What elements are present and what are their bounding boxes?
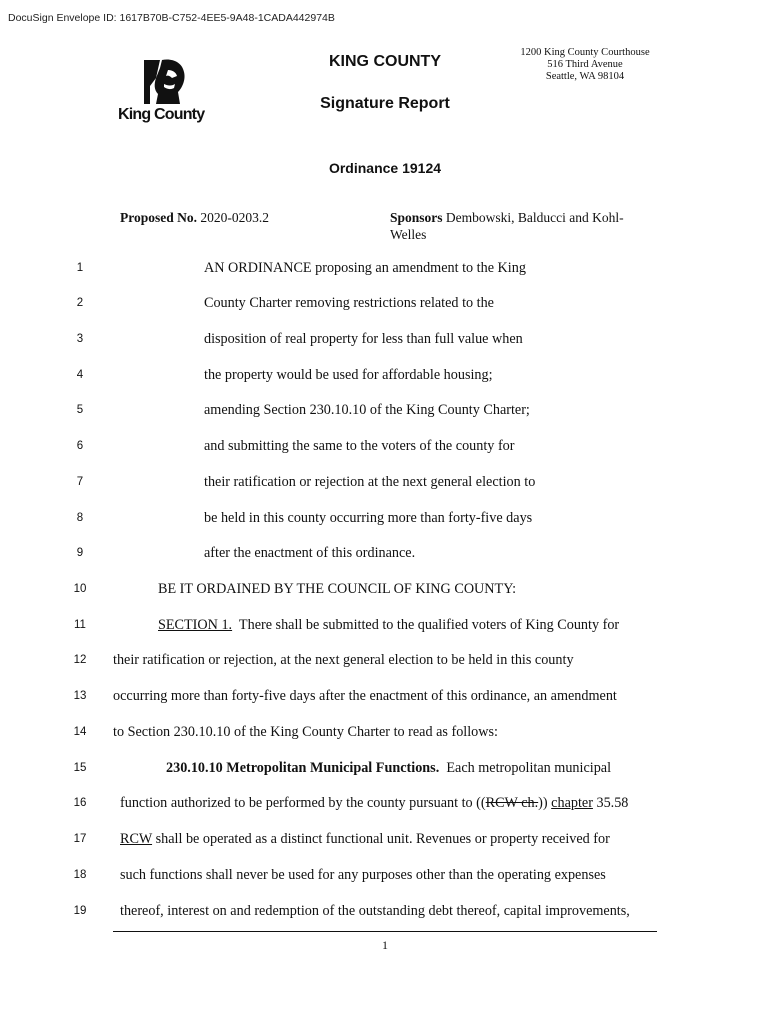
sponsors-label: Sponsors — [390, 210, 443, 225]
line-number: 4 — [76, 369, 84, 381]
document-line — [0, 756, 770, 780]
line-number: 7 — [76, 476, 84, 488]
line-text — [120, 791, 628, 815]
document-line — [0, 827, 770, 851]
line-number: 14 — [73, 726, 87, 738]
line-number: 8 — [76, 512, 84, 524]
mlk-portrait-icon — [142, 58, 186, 104]
line-number: 18 — [73, 869, 87, 881]
line-text: their ratification or rejection at the next general election to — [204, 474, 536, 490]
line-number: 12 — [73, 654, 87, 666]
document-line — [0, 256, 770, 280]
sponsors-line: Welles — [390, 227, 427, 242]
line-number: 10 — [73, 583, 87, 595]
added-text: chapter — [551, 795, 593, 811]
line-text: BE IT ORDAINED BY THE COUNCIL OF KING COUNTY: — [158, 581, 517, 597]
line-text: such functions shall never be used for any purposes other than the operating expenses — [120, 867, 606, 883]
line-text: thereof, interest on and redemption of the outstanding debt thereof, capital improvements, — [120, 903, 630, 919]
envelope-id: DocuSign Envelope ID: 1617B70B-C752-4EE5-9A48-1CADA442974B — [8, 12, 335, 24]
sponsors — [390, 209, 650, 243]
document-line — [0, 434, 770, 458]
proposed-value: 2020-0203.2 — [200, 210, 270, 225]
proposed-label: Proposed No. — [120, 210, 198, 225]
document-line — [0, 291, 770, 315]
line-number: 11 — [74, 619, 86, 631]
line-number: 5 — [76, 404, 84, 416]
page-number: 1 — [382, 938, 388, 952]
document-line — [0, 577, 770, 601]
charter-heading: 230.10.10 Metropolitan Municipal Functions. — [166, 760, 440, 776]
org-name: KING COUNTY — [329, 53, 441, 70]
document-line — [0, 470, 770, 494]
line-number: 1 — [76, 262, 84, 274]
address-line: 1200 King County Courthouse — [520, 47, 650, 58]
line-text: disposition of real property for less than full value when — [204, 331, 523, 347]
address-block — [510, 47, 660, 83]
line-number: 16 — [73, 797, 87, 809]
logo-text: King County — [118, 106, 205, 123]
line-text — [158, 613, 619, 637]
document-line — [0, 648, 770, 672]
document-line — [0, 506, 770, 530]
line-number: 19 — [73, 905, 87, 917]
line-number: 13 — [73, 690, 87, 702]
document-line — [0, 720, 770, 744]
ordinance-title: Ordinance 19124 — [328, 160, 442, 176]
document-line — [0, 899, 770, 923]
document-line — [0, 863, 770, 887]
line-text: AN ORDINANCE proposing an amendment to the King — [204, 260, 526, 276]
line-text: to Section 230.10.10 of the King County Charter to read as follows: — [113, 724, 498, 740]
section-text: There shall be submitted to the qualified voters of King County for — [232, 617, 620, 633]
line-text: the property would be used for affordable housing; — [204, 367, 493, 383]
line-text: County Charter removing restrictions related to the — [204, 295, 494, 311]
line-text-segment: )) — [538, 795, 552, 811]
document-line — [0, 327, 770, 351]
document-line — [0, 791, 770, 815]
document-line — [0, 684, 770, 708]
line-number: 15 — [73, 762, 87, 774]
line-text — [120, 827, 610, 851]
king-county-logo — [118, 58, 214, 128]
line-text: amending Section 230.10.10 of the King County Charter; — [204, 402, 530, 418]
document-line — [0, 541, 770, 565]
struck-text: RCW ch. — [485, 795, 539, 811]
document-line — [0, 398, 770, 422]
proposed-number — [120, 209, 269, 226]
added-text: RCW — [120, 831, 153, 847]
line-text: occurring more than forty-five days after the enactment of this ordinance, an amendment — [113, 688, 617, 704]
report-title: Signature Report — [320, 95, 450, 112]
line-text: their ratification or rejection, at the next general election to be held in this county — [113, 652, 574, 668]
line-number: 3 — [76, 333, 84, 345]
line-text — [166, 756, 611, 780]
footer-rule — [113, 931, 657, 932]
line-text: after the enactment of this ordinance. — [204, 545, 416, 561]
address-line: Seattle, WA 98104 — [545, 71, 625, 82]
line-text-segment: 35.58 — [592, 795, 629, 811]
line-text-segment: function authorized to be performed by the county pursuant to (( — [120, 795, 486, 811]
heading-text: Each metropolitan municipal — [439, 760, 612, 776]
line-number: 9 — [76, 547, 84, 559]
document-line — [0, 613, 770, 637]
line-number: 6 — [76, 440, 84, 452]
line-text: and submitting the same to the voters of the county for — [204, 438, 515, 454]
line-number: 2 — [76, 297, 84, 309]
section-label: SECTION 1. — [158, 617, 233, 633]
address-line: 516 Third Avenue — [547, 59, 623, 70]
sponsors-line: Dembowski, Balducci and Kohl- — [445, 210, 624, 225]
document-line — [0, 363, 770, 387]
line-number: 17 — [73, 833, 87, 845]
line-text-segment: shall be operated as a distinct functional unit. Revenues or property received for — [152, 831, 610, 847]
line-text: be held in this county occurring more than forty-five days — [204, 510, 533, 526]
